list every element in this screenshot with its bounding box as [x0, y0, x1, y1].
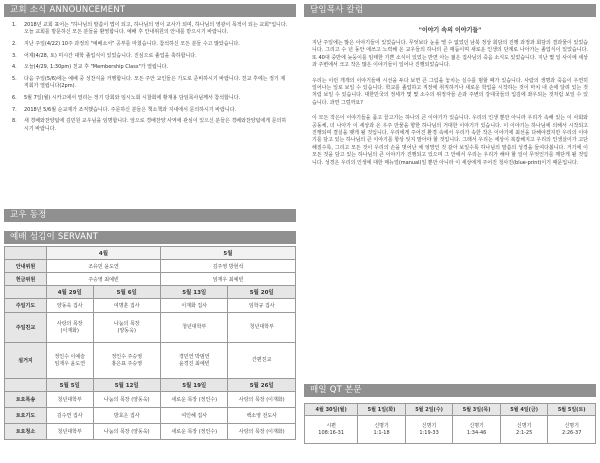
column-paragraph: 우리는 이런 개개의 이야기들에 시선을 두다 보면 큰 그림을 놓치는 실수를 범할 때가 있습니다. 사람의 생명과 죽음이 우연히 일어나는 일로 보일 수 있습니다. 학교를 졸업하고 직장에 취직하거나 새로운 학업을 시작하는 것이 마치 내 손에 달려 있는 것처럼 보일 수 있습니다. 대한민국의 정세가 몇 몇 소수의 위정자들 손과 주변의 강대국들의 입김에 좌우되는 것처럼 보일 수 있습니다. 과연 그럴까요?	[312, 77, 588, 106]
column-paragraph: 지난 주일에는 많은 이야기들이 있었습니다. 무엇보다 눈을 뗄 수 없었던 남북 정상 회담의 진행 과정과 회담의 결과물이 있었습니다. 그리고 수 년 동안 애쓰고 노력해 온 교우들의 하나의 큰 매듭이며 새로운 인생의 단계로 나아가는 졸업식이 있었습니다. 또 40대 중반에 늦둥이를 임태한 기쁜 소식이 있었는 반면 아는 젊은 집사님의 죽음 소식도 있었습니다. 지난 몇 일 사이에 세상과 주변에서 크고 작은 많은 이야기들이 일어나 진행되었습니다.	[312, 40, 588, 69]
week-row-saturday: 5월 5일 5월 12일 5월 19일 5월 26일	[5, 379, 296, 392]
table-row: 토요특송 청년대학부 나눔의 목장 (양동욱) 새로운 목장 (정인수) 사랑의 목장 (이재화)	[5, 392, 296, 408]
month-row	[5, 247, 296, 260]
table-row: 설거지 정인수 이예슬 임재우 윤도연 정인수 주승영 홍은표 주승영 경민연 박범연 윤경진 최예빈 간편친교	[5, 343, 296, 379]
column-paragraph: 이 모든 작은이 이야기들을 품고 끌고가는 하나의 큰 이야기가 있습니다. 우리의 인생 뿐만 아니라 우리가 속해 있는 이 사회와 공동체, 더 나아가 이 세상과 온 우주 만물을 향한 하나님의 거대한 이야기가 있습니다. 이 이야기는 하나님에 의해서 시작되고 진행되며 결실을 맺게 될 것입니다. 우리에게 주어진 환경 속에서 우리가 속한 작은 이야기에 최선을 다해야겠지만 우리의 이야기를 담고 있는 하나님의 큰 이야기를 항상 잊지 말아야 할 것입니다. 그래서 우리는 세상이 복잡해지고 우리의 인생살이가 고단해질수록, 그리고 모든 것이 우리의 손을 벗어난 체 엉망인 것 같아 보일수록 하나님의 말씀의 성경을 들여다봅니다. 거기에 이 모든 것을 담고 있는 하나님의 큰 이야기가 진행되고 있으며 그 안에서 우리는 우리가 해야 할 일이 무엇인가를 깨닫게 될 것입니다. 성경은 우리의 인생에 대한 매뉴얼(manual)일 뿐만 아니라 이 세상에게 주어진 청사진(blue-print)이기 때문입니다.	[312, 115, 588, 166]
right-column	[304, 4, 596, 459]
news-section	[4, 209, 296, 222]
announcement-item: 7. 2018년 5/6월 순교제가 조직했습니다. 주문하신 분들은 책소책과 지내에서 문의하시기 바랍니다.	[12, 106, 237, 113]
announcement-item: 1. 2018년 교회 표어는 "하나님의 말씀이 법이 되고, 하나님의 영이 교사가 되며, 하나님의 영광이 목적이 되는 교회"입니다. 오늘 교회를 방문하신 모든 분들을 환영합니다. 예배 후 안내위원의 안내를 받으시기 바랍니다.	[12, 22, 288, 36]
qt-table	[304, 403, 596, 444]
announcements-header: 교회 소식 ANNOUNCEMENT	[4, 4, 296, 17]
announcement-item: 6. 5월 7일(월) 시카고에서 열리는 정기 당회와 임시노회 시찰회에 황재용 담임목사님께서 참석합니다.	[12, 94, 241, 101]
announcement-item: 5. 다음 주일(5/6)에는 예배 중 성찬식을 거행합니다. 모든 주안 교인들은 기도로 준비하시기 바랍니다. 친교 후에는 정기 제직회가 열립니다(2pm).	[12, 76, 286, 90]
week-row-sunday: 4월 29일 5월 6일 5월 13일 5월 20일	[5, 286, 296, 299]
table-row: 주일기도 양동욱 집사 여명훈 집사 이재화 집사 임학규 집사	[5, 299, 296, 313]
servant-table	[4, 246, 296, 440]
announcement-item: 3. 어제(4/28, 토) 미시간 대학 졸업식이 있었습니다. 진심으로 졸업을 축하합니다.	[12, 52, 197, 59]
qt-section	[304, 384, 596, 444]
pastor-column-section	[304, 4, 596, 175]
servant-section	[4, 231, 296, 440]
left-column	[4, 4, 296, 459]
announcement-item: 2. 지난 주일(4/22) 10주 과정의 "예배소서" 공부를 마쳤습니다. 참석하신 모든 분들 수고 많았습니다.	[12, 40, 240, 47]
table-row: 헌금위원 주승영 최예빈 임재우 최예빈	[5, 273, 296, 286]
table-row: 안내위원 조유민 윤도연 김주영 방현석	[5, 260, 296, 273]
pastor-column-header: 담임목사 칼럼	[304, 4, 596, 17]
servant-header: 예배 섬김이 SERVANT	[4, 231, 296, 244]
qt-passage-row: 시편 108:16-31 신명기 1:1-18 신명기 1:19-33 신명기 1:34-46 신명기 2:1-25 신명기 2:26-37	[305, 416, 596, 444]
announcement-item: 8. 새 경배와찬양팀에 김민원 교우님을 임명합니다. 앞으로 경배찬양 사역에 관심이 있으신 분들은 경배와찬양팀에게 문의하시기 바랍니다.	[12, 118, 287, 132]
qt-header: 매일 QT 본문	[304, 384, 596, 397]
month-may: 5월	[160, 247, 295, 260]
announcement-item: 4. 오늘(4/29, 1:30pm) 친교 후 "Membership Class"가 열립니다.	[12, 64, 169, 71]
table-row: 토요청소 청년대학부 나눔의 목장 (양동욱) 새로운 목장 (정인수) 사랑의 목장 (이재화)	[5, 424, 296, 440]
qt-date-row: 4월 30일(월) 5월 1일(화) 5월 2일(수) 5월 3일(목) 5월 4일(금) 5월 5일(토)	[305, 404, 596, 416]
news-header: 교우 동정	[4, 209, 296, 222]
table-row: 주일친교 사랑의 목장 (이재화) 나눔의 목장 (양동욱) 청년대학부 청년대학부	[5, 313, 296, 343]
announcements-section	[4, 4, 296, 137]
column-title: "이야기 속의 이야기들"	[418, 27, 482, 34]
month-april: 4월	[47, 247, 161, 260]
announcements-list	[4, 17, 296, 133]
table-row: 토요기도 김수연 집사 방효은 집사 여인혜 집사 백소영 전도사	[5, 408, 296, 424]
